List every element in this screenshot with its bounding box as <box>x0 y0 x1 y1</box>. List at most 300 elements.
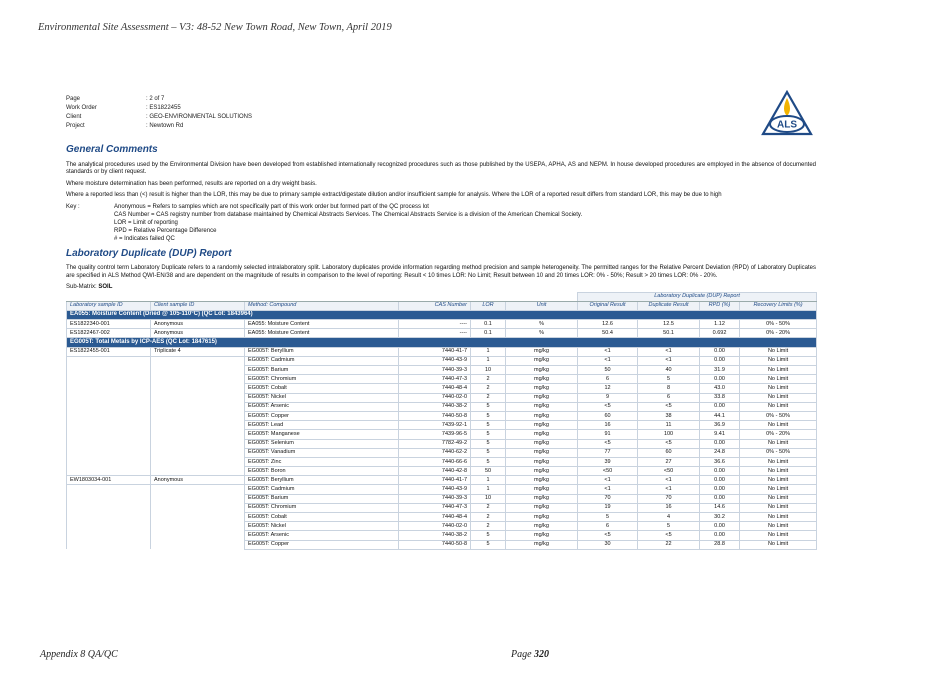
table-cell: mg/kg <box>506 513 578 522</box>
table-cell: 7440-43-9 <box>399 485 471 494</box>
table-cell: 0% - 20% <box>740 329 817 338</box>
table-cell: mg/kg <box>506 476 578 485</box>
table-cell: EG005T: Chromium <box>245 375 399 384</box>
table-cell: <1 <box>638 476 700 485</box>
table-cell: 7440-43-9 <box>399 356 471 365</box>
table-cell: No Limit <box>740 439 817 448</box>
table-group-header: Laboratory Duplicate (DUP) Report <box>578 292 817 301</box>
table-cell <box>67 402 151 411</box>
meta-row <box>66 96 816 105</box>
table-cell: EW1803034-001 <box>67 476 151 485</box>
dup-report-title: Laboratory Duplicate (DUP) Report <box>66 247 232 259</box>
table-cell: 0.692 <box>700 329 740 338</box>
qc-lot-row <box>67 310 817 319</box>
table-cell: 4 <box>638 513 700 522</box>
table-cell: 7440-38-2 <box>399 402 471 411</box>
table-cell: mg/kg <box>506 421 578 430</box>
table-cell: No Limit <box>740 366 817 375</box>
table-row <box>67 522 817 531</box>
table-cell: No Limit <box>740 522 817 531</box>
table-cell: 40 <box>638 366 700 375</box>
table-cell: % <box>506 329 578 338</box>
table-cell: 0.1 <box>471 320 506 329</box>
column-header: Recovery Limits (%) <box>740 301 817 310</box>
table-cell <box>151 513 245 522</box>
table-cell <box>67 393 151 402</box>
table-cell: 7440-39-3 <box>399 366 471 375</box>
table-cell: 12 <box>578 384 638 393</box>
table-cell: No Limit <box>740 513 817 522</box>
key-line: # = Indicates failed QC <box>114 235 175 242</box>
column-header: Unit <box>506 301 578 310</box>
table-cell: EA055: Moisture Content <box>245 329 399 338</box>
table-cell: 7440-50-8 <box>399 411 471 420</box>
table-cell: 12.5 <box>638 320 700 329</box>
table-cell: mg/kg <box>506 375 578 384</box>
table-cell <box>67 384 151 393</box>
table-cell: No Limit <box>740 421 817 430</box>
table-cell: mg/kg <box>506 402 578 411</box>
column-header: Original Result <box>578 301 638 310</box>
meta-key: Project <box>66 123 85 129</box>
table-cell: <5 <box>578 402 638 411</box>
meta-value: : ES1822455 <box>146 105 181 111</box>
table-cell: 5 <box>471 421 506 430</box>
table-cell: ES1822340-001 <box>67 320 151 329</box>
footer-page: Page 320 <box>511 649 550 660</box>
table-cell <box>151 375 245 384</box>
table-cell: 38 <box>638 411 700 420</box>
table-cell: 7440-62-2 <box>399 448 471 457</box>
table-cell <box>67 421 151 430</box>
table-cell: 7440-66-6 <box>399 457 471 466</box>
column-header: RPD (%) <box>700 301 740 310</box>
table-cell: 2 <box>471 384 506 393</box>
table-cell: 50.1 <box>638 329 700 338</box>
table-cell: ES1822455-001 <box>67 347 151 356</box>
table-cell <box>67 366 151 375</box>
table-cell: 36.9 <box>700 421 740 430</box>
meta-key: Page <box>66 96 81 102</box>
table-cell: 30.2 <box>700 513 740 522</box>
table-cell: 24.8 <box>700 448 740 457</box>
table-cell: 7440-02-0 <box>399 393 471 402</box>
table-cell: 0.00 <box>700 439 740 448</box>
table-cell: <1 <box>638 347 700 356</box>
table-cell <box>67 513 151 522</box>
table-cell: EG005T: Cadmium <box>245 485 399 494</box>
table-cell: mg/kg <box>506 494 578 503</box>
table-cell: No Limit <box>740 402 817 411</box>
table-cell: 7782-49-2 <box>399 439 471 448</box>
table-cell: <5 <box>578 439 638 448</box>
table-cell: 5 <box>638 522 700 531</box>
table-row <box>67 347 817 356</box>
table-cell: 5 <box>471 411 506 420</box>
table-cell: 0.00 <box>700 467 740 476</box>
table-cell: 7440-42-8 <box>399 467 471 476</box>
table-cell: Anonymous <box>151 320 245 329</box>
table-cell: 16 <box>578 421 638 430</box>
table-cell: No Limit <box>740 494 817 503</box>
table-cell: <5 <box>638 531 700 540</box>
table-cell: EG005T: Cadmium <box>245 356 399 365</box>
table-cell: EG005T: Arsenic <box>245 531 399 540</box>
column-header: Laboratory sample ID <box>67 301 151 310</box>
meta-key: Work Order <box>66 105 97 111</box>
table-cell: No Limit <box>740 393 817 402</box>
table-cell: mg/kg <box>506 347 578 356</box>
table-row <box>67 384 817 393</box>
table-row <box>67 476 817 485</box>
table-cell: 1 <box>471 347 506 356</box>
table-cell: <5 <box>638 439 700 448</box>
table-cell: No Limit <box>740 503 817 512</box>
table-cell <box>151 467 245 476</box>
table-cell: mg/kg <box>506 457 578 466</box>
table-cell <box>67 485 151 494</box>
general-comments-p3: Where a reported less than (<) result is higher than the LOR, this may be due to primary sample extract/digestate dilution and/or insufficient sample for analysis. Where the LOR of a reported result differs from standard LOR, this may be due to high <box>66 192 722 198</box>
sub-matrix: Sub-Matrix: SOIL <box>66 284 113 290</box>
table-cell: <1 <box>578 485 638 494</box>
table-cell: EG005T: Nickel <box>245 522 399 531</box>
table-row <box>67 375 817 384</box>
table-cell: <5 <box>638 402 700 411</box>
column-header: Client sample ID <box>151 301 245 310</box>
table-cell: <1 <box>578 347 638 356</box>
table-cell: 7439-92-1 <box>399 421 471 430</box>
table-cell: mg/kg <box>506 393 578 402</box>
table-cell: No Limit <box>740 375 817 384</box>
table-cell <box>151 540 245 549</box>
table-cell: Anonymous <box>151 329 245 338</box>
table-cell: <5 <box>578 531 638 540</box>
table-cell: 7440-47-3 <box>399 375 471 384</box>
table-cell: 5 <box>471 540 506 549</box>
table-cell: 5 <box>471 439 506 448</box>
table-cell: 2 <box>471 522 506 531</box>
table-cell: ---- <box>399 329 471 338</box>
table-cell: 100 <box>638 430 700 439</box>
table-cell: EG005T: Copper <box>245 411 399 420</box>
table-cell: 0.00 <box>700 522 740 531</box>
key-line: LOR = Limit of reporting <box>114 219 178 226</box>
als-logo-icon <box>761 90 813 136</box>
table-cell <box>151 366 245 375</box>
table-cell <box>151 485 245 494</box>
table-cell: No Limit <box>740 485 817 494</box>
table-cell: 60 <box>638 448 700 457</box>
table-cell: 30 <box>578 540 638 549</box>
table-cell: 0.00 <box>700 494 740 503</box>
table-cell: mg/kg <box>506 384 578 393</box>
page-header: Environmental Site Assessment – V3: 48-52 New Town Road, New Town, April 2019 <box>38 22 392 33</box>
table-cell: EG005T: Zinc <box>245 457 399 466</box>
table-cell: 27 <box>638 457 700 466</box>
table-cell: <50 <box>638 467 700 476</box>
table-cell: 5 <box>471 457 506 466</box>
table-cell: 0% - 50% <box>740 448 817 457</box>
table-cell: No Limit <box>740 347 817 356</box>
table-cell: mg/kg <box>506 485 578 494</box>
table-cell: EG005T: Chromium <box>245 503 399 512</box>
meta-row <box>66 114 816 123</box>
column-header: Method: Compound <box>245 301 399 310</box>
table-cell: 7440-02-0 <box>399 522 471 531</box>
general-comments-p1: The analytical procedures used by the Environmental Division have been developed from established internationally recognized procedures such as those published by the USEPA, APHA, AS and NEPM. In house developed procedures are employed in the absence of documented standards or by client request. <box>66 161 816 175</box>
table-cell: 22 <box>638 540 700 549</box>
table-row <box>67 503 817 512</box>
table-cell <box>67 430 151 439</box>
table-cell: 0.00 <box>700 402 740 411</box>
table-cell: 6 <box>638 393 700 402</box>
table-row <box>67 513 817 522</box>
table-cell: 33.8 <box>700 393 740 402</box>
table-row <box>67 430 817 439</box>
table-cell: EG005T: Nickel <box>245 393 399 402</box>
table-cell: 7440-41-7 <box>399 476 471 485</box>
table-cell: 70 <box>578 494 638 503</box>
table-cell: 28.8 <box>700 540 740 549</box>
table-cell: 50.4 <box>578 329 638 338</box>
table-cell: mg/kg <box>506 503 578 512</box>
key-line: Anonymous = Refers to samples which are not specifically part of this work order but formed part of the QC process lot <box>114 203 429 210</box>
table-cell: 70 <box>638 494 700 503</box>
table-cell: 0.00 <box>700 347 740 356</box>
table-cell: <1 <box>638 356 700 365</box>
table-cell: 0% - 50% <box>740 411 817 420</box>
table-cell <box>67 356 151 365</box>
table-cell: mg/kg <box>506 540 578 549</box>
table-cell: mg/kg <box>506 356 578 365</box>
table-cell: 7440-47-3 <box>399 503 471 512</box>
key-line: RPD = Relative Percentage Difference <box>114 227 217 234</box>
table-cell: 31.9 <box>700 366 740 375</box>
table-cell: EG005T: Copper <box>245 540 399 549</box>
table-cell: 0% - 20% <box>740 430 817 439</box>
table-cell: 0.00 <box>700 531 740 540</box>
dup-report-table <box>66 292 817 550</box>
table-cell: 43.0 <box>700 384 740 393</box>
table-cell: mg/kg <box>506 531 578 540</box>
table-cell <box>151 384 245 393</box>
table-row <box>67 448 817 457</box>
table-cell: 7440-38-2 <box>399 531 471 540</box>
table-row <box>67 439 817 448</box>
footer-appendix: Appendix 8 QA/QC <box>40 649 118 660</box>
table-cell: Anonymous <box>151 476 245 485</box>
table-cell <box>151 522 245 531</box>
table-row <box>67 467 817 476</box>
table-cell: <1 <box>578 356 638 365</box>
table-cell: EG005T: Barium <box>245 366 399 375</box>
table-cell: EG005T: Selenium <box>245 439 399 448</box>
table-cell: 0.1 <box>471 329 506 338</box>
table-cell: 0.00 <box>700 476 740 485</box>
table-cell: 7440-48-4 <box>399 513 471 522</box>
table-cell: 0.00 <box>700 356 740 365</box>
table-row <box>67 485 817 494</box>
table-cell: <1 <box>578 476 638 485</box>
table-cell: 1 <box>471 356 506 365</box>
table-cell <box>67 531 151 540</box>
table-cell: mg/kg <box>506 411 578 420</box>
qc-lot-label: EA055: Moisture Content (Dried @ 105-110°C) (QC Lot: 1843964) <box>67 310 817 319</box>
table-cell <box>67 457 151 466</box>
table-cell: 5 <box>471 531 506 540</box>
table-cell: 60 <box>578 411 638 420</box>
general-comments-title: General Comments <box>66 144 158 155</box>
table-cell <box>151 457 245 466</box>
key-label: Key : <box>66 203 80 210</box>
table-cell: 0.00 <box>700 375 740 384</box>
table-cell: No Limit <box>740 457 817 466</box>
table-cell: EG005T: Boron <box>245 467 399 476</box>
table-cell: % <box>506 320 578 329</box>
table-cell: 0.00 <box>700 485 740 494</box>
table-cell: 16 <box>638 503 700 512</box>
table-row <box>67 393 817 402</box>
table-cell <box>67 375 151 384</box>
table-cell: mg/kg <box>506 467 578 476</box>
table-cell: 19 <box>578 503 638 512</box>
table-cell: EG005T: Arsenic <box>245 402 399 411</box>
table-cell: No Limit <box>740 467 817 476</box>
table-cell: EG005T: Cobalt <box>245 513 399 522</box>
table-cell: 6 <box>578 522 638 531</box>
table-cell: 77 <box>578 448 638 457</box>
key-legend <box>66 204 816 244</box>
table-cell: ---- <box>399 320 471 329</box>
table-cell: 44.1 <box>700 411 740 420</box>
table-cell: 1 <box>471 476 506 485</box>
column-header: CAS Number <box>399 301 471 310</box>
table-row <box>67 411 817 420</box>
table-cell: 50 <box>471 467 506 476</box>
dup-report-description: The quality control term Laboratory Duplicate refers to a randomly selected intralaboratory split. Laboratory duplicates provide information regarding method precision and sample heterogeneity. The permitted ranges for the Relative Percent Deviation (RPD) of Laboratory Duplicates are specified in ALS Method QWI-EN/38 and are dependent on the magnitude of results in comparison to the level of reporting: Result < 10 times LOR: No Limit; Result between 10 and 20 times LOR: 0% - 50%; Result > 20 times LOR: 0% - 20%. <box>66 265 816 279</box>
table-cell <box>151 439 245 448</box>
table-cell: mg/kg <box>506 430 578 439</box>
column-header: LOR <box>471 301 506 310</box>
table-cell: 2 <box>471 375 506 384</box>
table-cell: 14.6 <box>700 503 740 512</box>
table-cell: 7440-41-7 <box>399 347 471 356</box>
table-cell <box>67 411 151 420</box>
table-cell: 9.41 <box>700 430 740 439</box>
table-cell <box>67 467 151 476</box>
table-cell: 11 <box>638 421 700 430</box>
table-row <box>67 366 817 375</box>
table-cell <box>151 430 245 439</box>
table-cell: 2 <box>471 513 506 522</box>
table-cell: No Limit <box>740 476 817 485</box>
table-cell: 2 <box>471 503 506 512</box>
table-cell <box>151 421 245 430</box>
table-cell <box>67 448 151 457</box>
table-cell: 6 <box>578 375 638 384</box>
table-cell: 36.6 <box>700 457 740 466</box>
svg-text:ALS: ALS <box>777 119 797 131</box>
meta-row <box>66 105 816 114</box>
table-cell: 5 <box>471 402 506 411</box>
column-header: Duplicate Result <box>638 301 700 310</box>
table-cell <box>67 522 151 531</box>
table-cell <box>151 393 245 402</box>
table-row <box>67 402 817 411</box>
table-row <box>67 329 817 338</box>
key-line: CAS Number = CAS registry number from database maintained by Chemical Abstracts Services. The Chemical Abstracts Service is a division of the American Chemical Society. <box>114 211 583 218</box>
table-cell <box>67 439 151 448</box>
table-cell: No Limit <box>740 531 817 540</box>
table-cell: EG005T: Manganese <box>245 430 399 439</box>
table-cell: 1 <box>471 485 506 494</box>
table-cell: EG005T: Beryllium <box>245 476 399 485</box>
table-cell: EG005T: Lead <box>245 421 399 430</box>
table-cell: 10 <box>471 366 506 375</box>
table-cell: ES1822467-002 <box>67 329 151 338</box>
table-cell <box>151 448 245 457</box>
meta-key: Client <box>66 114 82 120</box>
general-comments-p2: Where moisture determination has been performed, results are reported on a dry weight basis. <box>66 180 317 187</box>
table-row <box>67 540 817 549</box>
table-cell: 1.12 <box>700 320 740 329</box>
table-row <box>67 531 817 540</box>
table-cell: 0% - 50% <box>740 320 817 329</box>
table-cell <box>151 503 245 512</box>
table-row <box>67 421 817 430</box>
table-cell: 7440-50-8 <box>399 540 471 549</box>
table-cell: No Limit <box>740 384 817 393</box>
meta-row <box>66 123 816 132</box>
table-cell: No Limit <box>740 540 817 549</box>
table-cell <box>151 411 245 420</box>
table-cell <box>67 494 151 503</box>
qc-lot-label: EG005T: Total Metals by ICP-AES (QC Lot: 1847615) <box>67 338 817 347</box>
table-cell <box>151 402 245 411</box>
table-cell: 10 <box>471 494 506 503</box>
table-cell: No Limit <box>740 356 817 365</box>
table-cell: 5 <box>638 375 700 384</box>
table-cell: 7439-96-5 <box>399 430 471 439</box>
meta-value: : 2 of 7 <box>146 96 165 102</box>
lab-report <box>66 96 816 550</box>
table-cell: mg/kg <box>506 366 578 375</box>
table-cell: 2 <box>471 393 506 402</box>
table-cell <box>151 494 245 503</box>
table-cell <box>67 503 151 512</box>
table-cell: <50 <box>578 467 638 476</box>
table-cell: 5 <box>471 448 506 457</box>
meta-value: : GEO-ENVIRONMENTAL SOLUTIONS <box>146 114 253 120</box>
table-cell: EG005T: Beryllium <box>245 347 399 356</box>
table-cell: 9 <box>578 393 638 402</box>
report-meta <box>66 96 816 140</box>
table-cell: mg/kg <box>506 522 578 531</box>
table-row <box>67 457 817 466</box>
table-cell: EG005T: Cobalt <box>245 384 399 393</box>
table-cell: 7440-39-3 <box>399 494 471 503</box>
table-cell: 8 <box>638 384 700 393</box>
table-cell: EG005T: Barium <box>245 494 399 503</box>
qc-lot-row <box>67 338 817 347</box>
table-cell <box>67 540 151 549</box>
table-cell: EG005T: Vanadium <box>245 448 399 457</box>
table-cell: 5 <box>471 430 506 439</box>
table-cell: 50 <box>578 366 638 375</box>
table-row <box>67 356 817 365</box>
table-cell <box>151 356 245 365</box>
table-cell: 12.6 <box>578 320 638 329</box>
